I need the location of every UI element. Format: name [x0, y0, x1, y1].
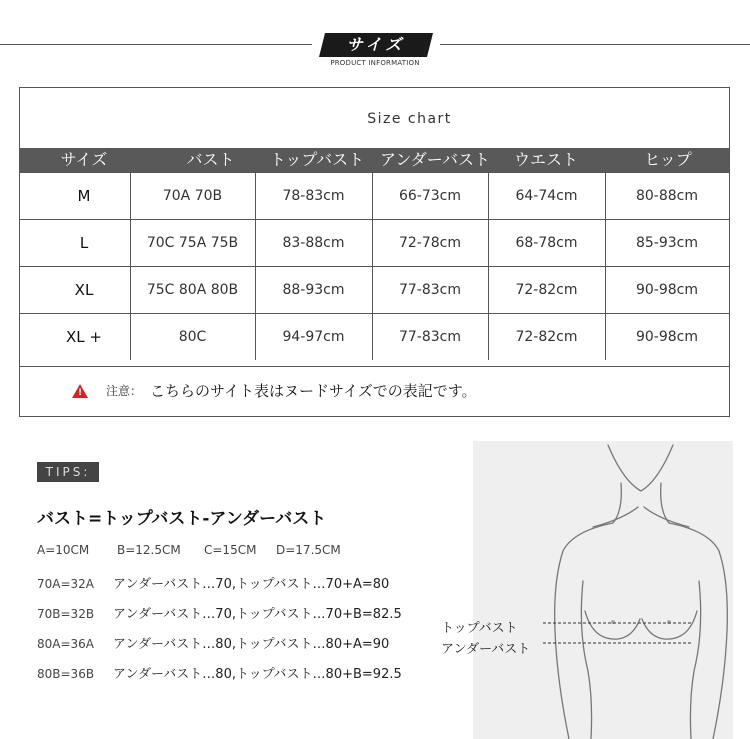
column-header-hip: ヒップ [644, 150, 692, 169]
right-arm [669, 523, 727, 739]
body-outline-illustration [473, 441, 733, 739]
torso-left [581, 581, 591, 739]
note-text: こちらのサイト表はヌードサイズでの表記です。 [150, 382, 477, 400]
bust-formula: バスト=トップバスト-アンダーバスト [37, 509, 327, 529]
jaw-line [608, 445, 673, 491]
cell-hip: 85-93cm [635, 235, 698, 251]
size-chart-title: Size chart [367, 111, 452, 127]
example-text: アンダーバスト…80,トップバスト…80+B=92.5 [113, 667, 402, 682]
cell-top-bust: 83-88cm [282, 235, 345, 251]
table-row [20, 172, 729, 219]
column-header-size: サイズ [60, 150, 108, 169]
warning-exclamation-icon: ! [78, 388, 83, 398]
table-row [20, 313, 729, 360]
header-rule-left [0, 44, 312, 45]
example-key: 80B=36B [37, 667, 95, 681]
cell-bust: 70A 70B [162, 188, 223, 204]
breast-left [585, 611, 640, 639]
example-key: 80A=36A [37, 637, 95, 651]
cell-under-bust: 72-78cm [398, 235, 461, 251]
example-line [37, 573, 389, 592]
column-divider [130, 172, 131, 360]
cell-waist: 72-82cm [515, 329, 578, 345]
column-divider [372, 172, 373, 360]
collarbone-right [644, 507, 689, 527]
top-bust-label: トップバスト [441, 621, 518, 636]
cell-bust: 70C 75A 75B [146, 235, 239, 251]
column-divider [605, 172, 606, 360]
left-arm [555, 523, 613, 739]
example-line [37, 663, 402, 682]
column-divider [255, 172, 256, 360]
cell-size: L [79, 234, 89, 252]
cell-bust: 75C 80A 80B [146, 282, 239, 298]
column-header-under-bust: アンダーバスト [380, 150, 490, 169]
cup-diff-c: C=15CM [204, 543, 257, 557]
header-subtitle: PRODUCT INFORMATION [330, 59, 420, 67]
cell-under-bust: 77-83cm [398, 282, 461, 298]
example-text: アンダーバスト…80,トップバスト…80+A=90 [113, 637, 390, 652]
header-title: サイズ [346, 35, 406, 54]
cell-under-bust: 77-83cm [398, 329, 461, 345]
header-rule-right [440, 44, 750, 45]
column-divider [488, 172, 489, 360]
column-header-waist: ウエスト [513, 150, 578, 169]
cell-bust: 80C [178, 329, 207, 345]
table-row [20, 266, 729, 313]
size-chart-note [20, 366, 729, 416]
cell-size: XL + [66, 328, 102, 346]
under-bust-label: アンダーバスト [441, 642, 531, 657]
cell-waist: 72-82cm [515, 282, 578, 298]
cell-waist: 64-74cm [515, 188, 578, 204]
example-line [37, 633, 389, 652]
cell-waist: 68-78cm [515, 235, 578, 251]
cell-hip: 80-88cm [635, 188, 698, 204]
cell-under-bust: 66-73cm [398, 188, 461, 204]
example-key: 70B=32B [37, 607, 95, 621]
column-header-row [20, 148, 729, 172]
example-key: 70A=32A [37, 577, 95, 591]
cell-hip: 90-98cm [635, 282, 698, 298]
cell-top-bust: 88-93cm [282, 282, 345, 298]
example-text: アンダーバスト…70,トップバスト…70+A=80 [113, 577, 390, 592]
column-header-top-bust: トップバスト [269, 150, 365, 169]
tips-badge: TIPS: [37, 462, 99, 482]
cell-top-bust: 78-83cm [282, 188, 345, 204]
cup-diff-d: D=17.5CM [276, 543, 341, 557]
cell-top-bust: 94-97cm [282, 329, 345, 345]
cell-size: XL [74, 281, 94, 299]
cell-hip: 90-98cm [635, 329, 698, 345]
collarbone-left [593, 507, 638, 527]
cell-size: M [77, 187, 91, 205]
torso-right [690, 581, 700, 739]
example-text: アンダーバスト…70,トップバスト…70+B=82.5 [113, 607, 402, 622]
breast-right [642, 611, 697, 639]
size-chart [19, 87, 730, 417]
cup-diff-a: A=10CM [37, 543, 90, 557]
example-line [37, 603, 402, 622]
note-label: 注意： [106, 384, 143, 398]
cup-diff-b: B=12.5CM [117, 543, 181, 557]
table-row [20, 219, 729, 266]
column-header-bust: バスト [186, 150, 235, 169]
